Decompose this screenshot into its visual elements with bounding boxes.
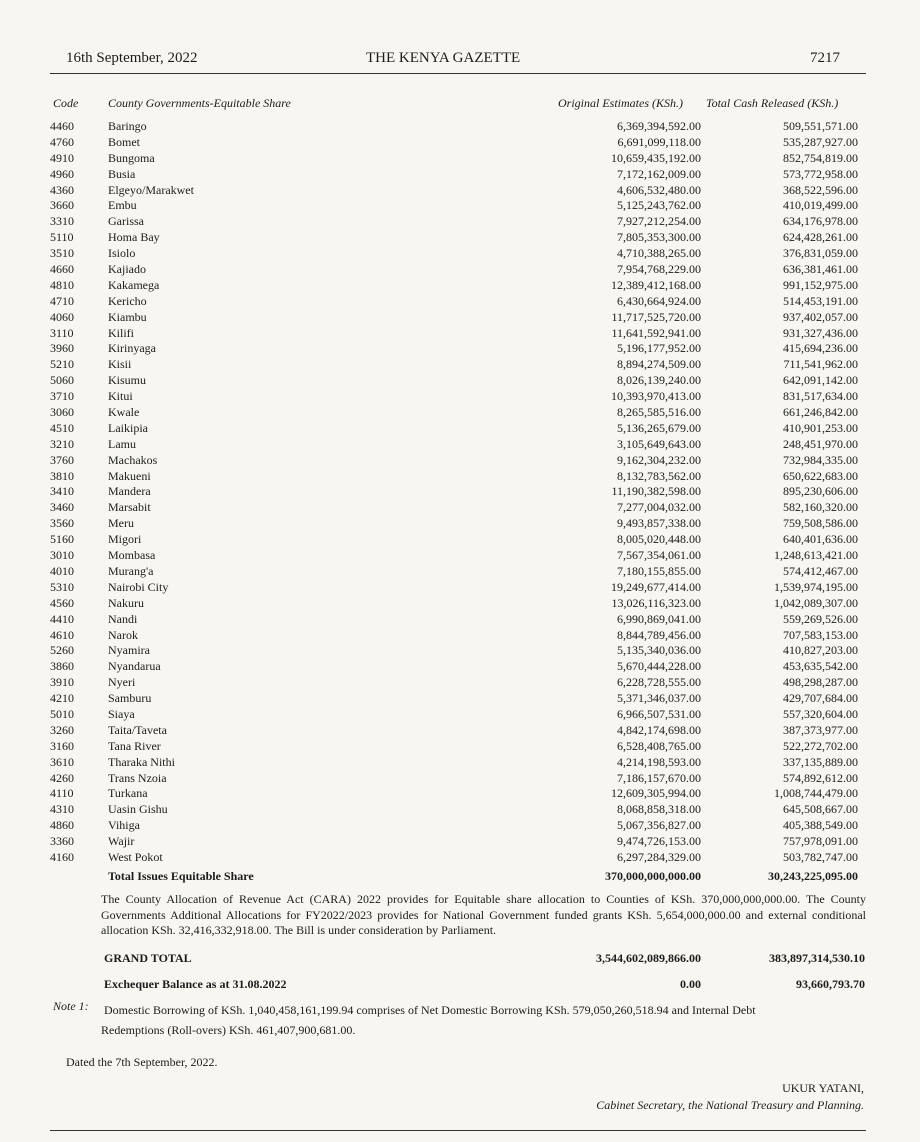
- col-head-estimates: Original Estimates (KSh.): [558, 96, 683, 110]
- cash-released: 405,388,549.00: [783, 818, 858, 833]
- original-estimate: 11,190,382,598.00: [611, 484, 701, 499]
- county-code: 4560: [50, 595, 74, 610]
- county-name: Nyandarua: [108, 659, 161, 674]
- table-row: [0, 802, 920, 818]
- cash-released: 645,508,667.00: [783, 802, 858, 817]
- exchequer-label: Exchequer Balance as at 31.08.2022: [104, 977, 287, 991]
- county-code: 3860: [50, 659, 74, 674]
- cash-released: 573,772,958.00: [783, 166, 858, 181]
- cash-released: 522,272,702.00: [783, 738, 858, 753]
- table-row: [0, 500, 920, 516]
- county-code: 4410: [50, 611, 74, 626]
- county-name: Nairobi City: [108, 579, 169, 594]
- cash-released: 831,517,634.00: [783, 389, 858, 404]
- footer-rule: [50, 1130, 866, 1131]
- cash-released: 931,327,436.00: [783, 325, 858, 340]
- signatory-title: Cabinet Secretary, the National Treasury and Planning.: [596, 1098, 864, 1112]
- original-estimate: 6,691,099,118.00: [617, 134, 701, 149]
- original-estimate: 7,567,354,061.00: [617, 548, 701, 563]
- county-name: Makueni: [108, 468, 151, 483]
- county-name: West Pokot: [108, 849, 163, 864]
- county-code: 4710: [50, 293, 74, 308]
- county-name: Tharaka Nithi: [108, 754, 175, 769]
- county-code: 5060: [50, 373, 74, 388]
- county-name: Marsabit: [108, 500, 151, 515]
- table-row: [0, 326, 920, 342]
- dated-line: Dated the 7th September, 2022.: [66, 1055, 218, 1069]
- county-code: 5210: [50, 357, 74, 372]
- county-name: Machakos: [108, 452, 158, 467]
- original-estimate: 13,026,116,323.00: [611, 595, 701, 610]
- original-estimate: 7,805,353,300.00: [617, 230, 701, 245]
- original-estimate: 8,005,020,448.00: [617, 532, 701, 547]
- county-name: Nandi: [108, 611, 138, 626]
- table-row: [0, 214, 920, 230]
- cash-released: 559,269,526.00: [783, 611, 858, 626]
- original-estimate: 7,180,155,855.00: [617, 563, 701, 578]
- county-code: 5010: [50, 706, 74, 721]
- county-code: 4060: [50, 309, 74, 324]
- table-row: [0, 707, 920, 723]
- table-row: [0, 167, 920, 183]
- note-label: Note 1:: [53, 999, 89, 1013]
- county-name: Samburu: [108, 691, 152, 706]
- county-code: 3660: [50, 198, 74, 213]
- county-code: 4460: [50, 119, 74, 133]
- table-row: [0, 484, 920, 500]
- county-name: Kisumu: [108, 373, 147, 388]
- note-line-2: Redemptions (Roll-overs) KSh. 461,407,900,681.00.: [101, 1023, 356, 1037]
- col-head-code: Code: [53, 96, 79, 110]
- original-estimate: 11,641,592,941.00: [611, 325, 701, 340]
- grand-total-released: 383,897,314,530.10: [769, 951, 865, 965]
- table-row: [0, 230, 920, 246]
- cash-released: 759,508,586.00: [783, 516, 858, 531]
- original-estimate: 9,474,726,153.00: [617, 834, 701, 849]
- table-row: [0, 135, 920, 151]
- table-row: [0, 818, 920, 834]
- county-code: 3510: [50, 246, 74, 261]
- county-name: Siaya: [108, 706, 135, 721]
- original-estimate: 6,228,728,555.00: [617, 675, 701, 690]
- grand-total-estimate: 3,544,602,089,866.00: [596, 951, 701, 965]
- table-row: [0, 469, 920, 485]
- cash-released: 650,622,683.00: [783, 468, 858, 483]
- table-row: [0, 532, 920, 548]
- header-rule: [50, 73, 866, 74]
- county-name: Homa Bay: [108, 230, 160, 245]
- table-row: [0, 262, 920, 278]
- cash-released: 248,451,970.00: [783, 436, 858, 451]
- county-code: 4310: [50, 802, 74, 817]
- original-estimate: 8,265,585,516.00: [617, 405, 701, 420]
- total-estimate: 370,000,000,000.00: [605, 869, 701, 883]
- table-row: [0, 119, 920, 135]
- cash-released: 415,694,236.00: [783, 341, 858, 356]
- table-row: [0, 246, 920, 262]
- cash-released: 711,541,962.00: [783, 357, 858, 372]
- county-code: 3560: [50, 516, 74, 531]
- county-name: Trans Nzoia: [108, 770, 167, 785]
- table-row: [0, 357, 920, 373]
- cash-released: 757,978,091.00: [783, 834, 858, 849]
- table-row: [0, 691, 920, 707]
- table-row: [0, 310, 920, 326]
- county-code: 3260: [50, 722, 74, 737]
- county-code: 4810: [50, 277, 74, 292]
- cash-released: 991,152,975.00: [783, 277, 858, 292]
- county-code: 4610: [50, 627, 74, 642]
- cash-released: 574,892,612.00: [783, 770, 858, 785]
- county-name: Kitui: [108, 389, 133, 404]
- table-row: [0, 341, 920, 357]
- county-name: Lamu: [108, 436, 136, 451]
- signatory-name: UKUR YATANI,: [782, 1081, 864, 1095]
- original-estimate: 5,136,265,679.00: [617, 420, 701, 435]
- county-name: Kericho: [108, 293, 147, 308]
- table-row: [0, 643, 920, 659]
- original-estimate: 11,717,525,720.00: [611, 309, 701, 324]
- county-name: Bungoma: [108, 150, 155, 165]
- county-name: Baringo: [108, 119, 147, 133]
- cash-released: 624,428,261.00: [783, 230, 858, 245]
- county-code: 3360: [50, 834, 74, 849]
- original-estimate: 8,844,789,456.00: [617, 627, 701, 642]
- original-estimate: 6,369,394,592.00: [617, 119, 701, 133]
- county-name: Kilifi: [108, 325, 134, 340]
- original-estimate: 4,606,532,480.00: [617, 182, 701, 197]
- county-code: 5160: [50, 532, 74, 547]
- county-code: 4260: [50, 770, 74, 785]
- county-code: 4110: [50, 786, 74, 801]
- county-code: 4760: [50, 134, 74, 149]
- county-code: 3310: [50, 214, 74, 229]
- county-name: Laikipia: [108, 420, 148, 435]
- original-estimate: 5,196,177,952.00: [617, 341, 701, 356]
- county-code: 5110: [50, 230, 74, 245]
- cash-released: 557,320,604.00: [783, 706, 858, 721]
- table-row: [0, 755, 920, 771]
- county-code: 3610: [50, 754, 74, 769]
- county-name: Meru: [108, 516, 134, 531]
- county-code: 4360: [50, 182, 74, 197]
- table-row: [0, 850, 920, 866]
- exchequer-released: 93,660,793.70: [796, 977, 865, 991]
- county-code: 3210: [50, 436, 74, 451]
- col-head-county: County Governments-Equitable Share: [108, 96, 291, 110]
- county-name: Nakuru: [108, 595, 144, 610]
- table-row: [0, 739, 920, 755]
- cash-released: 642,091,142.00: [783, 373, 858, 388]
- county-table: [0, 119, 920, 866]
- table-row: [0, 659, 920, 675]
- county-code: 3060: [50, 405, 74, 420]
- original-estimate: 6,528,408,765.00: [617, 738, 701, 753]
- table-row: [0, 453, 920, 469]
- county-code: 5260: [50, 643, 74, 658]
- original-estimate: 10,659,435,192.00: [611, 150, 701, 165]
- original-estimate: 5,135,340,036.00: [617, 643, 701, 658]
- county-code: 4210: [50, 691, 74, 706]
- cash-released: 1,008,744,479.00: [774, 786, 858, 801]
- cash-released: 337,135,889.00: [783, 754, 858, 769]
- table-row: [0, 548, 920, 564]
- original-estimate: 7,927,212,254.00: [617, 214, 701, 229]
- county-code: 3110: [50, 325, 74, 340]
- original-estimate: 5,371,346,037.00: [617, 691, 701, 706]
- table-row: [0, 771, 920, 787]
- cash-released: 410,827,203.00: [783, 643, 858, 658]
- original-estimate: 5,067,356,827.00: [617, 818, 701, 833]
- cash-released: 732,984,335.00: [783, 452, 858, 467]
- table-row: [0, 437, 920, 453]
- county-code: 3010: [50, 548, 74, 563]
- county-name: Migori: [108, 532, 142, 547]
- cash-released: 852,754,819.00: [783, 150, 858, 165]
- table-row: [0, 198, 920, 214]
- cash-released: 582,160,320.00: [783, 500, 858, 515]
- cash-released: 410,901,253.00: [783, 420, 858, 435]
- grand-total-label: GRAND TOTAL: [104, 951, 192, 965]
- county-name: Kirinyaga: [108, 341, 156, 356]
- cash-released: 640,401,636.00: [783, 532, 858, 547]
- county-name: Uasin Gishu: [108, 802, 168, 817]
- original-estimate: 8,894,274,509.00: [617, 357, 701, 372]
- county-name: Taita/Taveta: [108, 722, 167, 737]
- cash-released: 368,522,596.00: [783, 182, 858, 197]
- table-row: [0, 421, 920, 437]
- original-estimate: 7,277,004,032.00: [617, 500, 701, 515]
- table-row: [0, 405, 920, 421]
- county-name: Turkana: [108, 786, 148, 801]
- table-row: [0, 516, 920, 532]
- col-head-released: Total Cash Released (KSh.): [706, 96, 839, 110]
- cash-released: 1,248,613,421.00: [774, 548, 858, 563]
- original-estimate: 3,105,649,643.00: [617, 436, 701, 451]
- county-code: 3710: [50, 389, 74, 404]
- cash-released: 503,782,747.00: [783, 849, 858, 864]
- original-estimate: 6,430,664,924.00: [617, 293, 701, 308]
- county-code: 3810: [50, 468, 74, 483]
- cash-released: 1,042,089,307.00: [774, 595, 858, 610]
- table-row: [0, 786, 920, 802]
- table-row: [0, 564, 920, 580]
- cash-released: 429,707,684.00: [783, 691, 858, 706]
- county-code: 3760: [50, 452, 74, 467]
- cash-released: 636,381,461.00: [783, 262, 858, 277]
- original-estimate: 7,186,157,670.00: [617, 770, 701, 785]
- cash-released: 453,635,542.00: [783, 659, 858, 674]
- cash-released: 895,230,606.00: [783, 484, 858, 499]
- original-estimate: 9,162,304,232.00: [617, 452, 701, 467]
- cash-released: 376,831,059.00: [783, 246, 858, 261]
- county-name: Wajir: [108, 834, 135, 849]
- table-row: [0, 151, 920, 167]
- county-name: Garissa: [108, 214, 144, 229]
- note-line-1: Domestic Borrowing of KSh. 1,040,458,161,199.94 comprises of Net Domestic Borrowing KSh. 579,050,260,518.94 and Internal Debt: [104, 1003, 756, 1017]
- county-name: Nyamira: [108, 643, 150, 658]
- original-estimate: 4,842,174,698.00: [617, 722, 701, 737]
- table-row: [0, 612, 920, 628]
- county-code: 3460: [50, 500, 74, 515]
- original-estimate: 12,609,305,994.00: [611, 786, 701, 801]
- cara-note: The County Allocation of Revenue Act (CARA) 2022 provides for Equitable share allocation to Counties of KSh. 370,000,000,000.00. The County Governments Additional Allocations for FY2022/2023 provides for National Government funded grants KSh. 5,654,000,000.00 and external conditional allocation KSh. 32,416,332,918.00. The Bill is under consideration by Parliament.: [101, 892, 866, 937]
- original-estimate: 10,393,970,413.00: [611, 389, 701, 404]
- county-name: Tana River: [108, 738, 161, 753]
- county-name: Mandera: [108, 484, 151, 499]
- county-name: Embu: [108, 198, 137, 213]
- cash-released: 509,551,571.00: [783, 119, 858, 133]
- county-name: Kiambu: [108, 309, 147, 324]
- page-header: [0, 50, 920, 72]
- county-name: Kakamega: [108, 277, 160, 292]
- county-code: 3960: [50, 341, 74, 356]
- county-name: Kajiado: [108, 262, 146, 277]
- original-estimate: 8,132,783,562.00: [617, 468, 701, 483]
- original-estimate: 6,990,869,041.00: [617, 611, 701, 626]
- cash-released: 514,453,191.00: [783, 293, 858, 308]
- county-code: 4510: [50, 420, 74, 435]
- cash-released: 707,583,153.00: [783, 627, 858, 642]
- original-estimate: 6,966,507,531.00: [617, 706, 701, 721]
- county-name: Kwale: [108, 405, 140, 420]
- original-estimate: 5,125,243,762.00: [617, 198, 701, 213]
- table-row: [0, 278, 920, 294]
- exchequer-estimate: 0.00: [680, 977, 701, 991]
- cash-released: 387,373,977.00: [783, 722, 858, 737]
- county-code: 4960: [50, 166, 74, 181]
- county-name: Kisii: [108, 357, 132, 372]
- original-estimate: 8,026,139,240.00: [617, 373, 701, 388]
- table-row: [0, 373, 920, 389]
- cash-released: 1,539,974,195.00: [774, 579, 858, 594]
- header-page-number: 7217: [810, 50, 840, 66]
- county-code: 4910: [50, 150, 74, 165]
- county-name: Narok: [108, 627, 138, 642]
- table-row: [0, 294, 920, 310]
- table-row: [0, 183, 920, 199]
- county-name: Elgeyo/Marakwet: [108, 182, 194, 197]
- county-name: Nyeri: [108, 675, 136, 690]
- county-name: Murang'a: [108, 563, 154, 578]
- cash-released: 574,412,467.00: [783, 563, 858, 578]
- total-released: 30,243,225,095.00: [768, 869, 858, 883]
- county-name: Mombasa: [108, 548, 156, 563]
- cash-released: 535,287,927.00: [783, 134, 858, 149]
- table-row: [0, 675, 920, 691]
- county-code: 3910: [50, 675, 74, 690]
- cash-released: 634,176,978.00: [783, 214, 858, 229]
- header-date: 16th September, 2022: [66, 50, 198, 66]
- table-row: [0, 389, 920, 405]
- table-row: [0, 596, 920, 612]
- original-estimate: 7,954,768,229.00: [617, 262, 701, 277]
- county-name: Bomet: [108, 134, 140, 149]
- total-label: Total Issues Equitable Share: [108, 869, 254, 883]
- table-row: [0, 628, 920, 644]
- original-estimate: 7,172,162,009.00: [617, 166, 701, 181]
- original-estimate: 8,068,858,318.00: [617, 802, 701, 817]
- original-estimate: 5,670,444,228.00: [617, 659, 701, 674]
- county-code: 4160: [50, 849, 74, 864]
- cash-released: 661,246,842.00: [783, 405, 858, 420]
- table-row: [0, 834, 920, 850]
- cash-released: 410,019,499.00: [783, 198, 858, 213]
- county-name: Vihiga: [108, 818, 140, 833]
- county-code: 3410: [50, 484, 74, 499]
- original-estimate: 4,214,198,593.00: [617, 754, 701, 769]
- county-code: 4660: [50, 262, 74, 277]
- original-estimate: 9,493,857,338.00: [617, 516, 701, 531]
- original-estimate: 4,710,388,265.00: [617, 246, 701, 261]
- county-code: 5310: [50, 579, 74, 594]
- table-row: [0, 580, 920, 596]
- cash-released: 498,298,287.00: [783, 675, 858, 690]
- original-estimate: 6,297,284,329.00: [617, 849, 701, 864]
- county-code: 4860: [50, 818, 74, 833]
- county-code: 3160: [50, 738, 74, 753]
- header-title: THE KENYA GAZETTE: [366, 50, 521, 66]
- county-name: Busia: [108, 166, 136, 181]
- county-code: 4010: [50, 563, 74, 578]
- original-estimate: 19,249,677,414.00: [611, 579, 701, 594]
- original-estimate: 12,389,412,168.00: [611, 277, 701, 292]
- table-row: [0, 723, 920, 739]
- cash-released: 937,402,057.00: [783, 309, 858, 324]
- county-name: Isiolo: [108, 246, 136, 261]
